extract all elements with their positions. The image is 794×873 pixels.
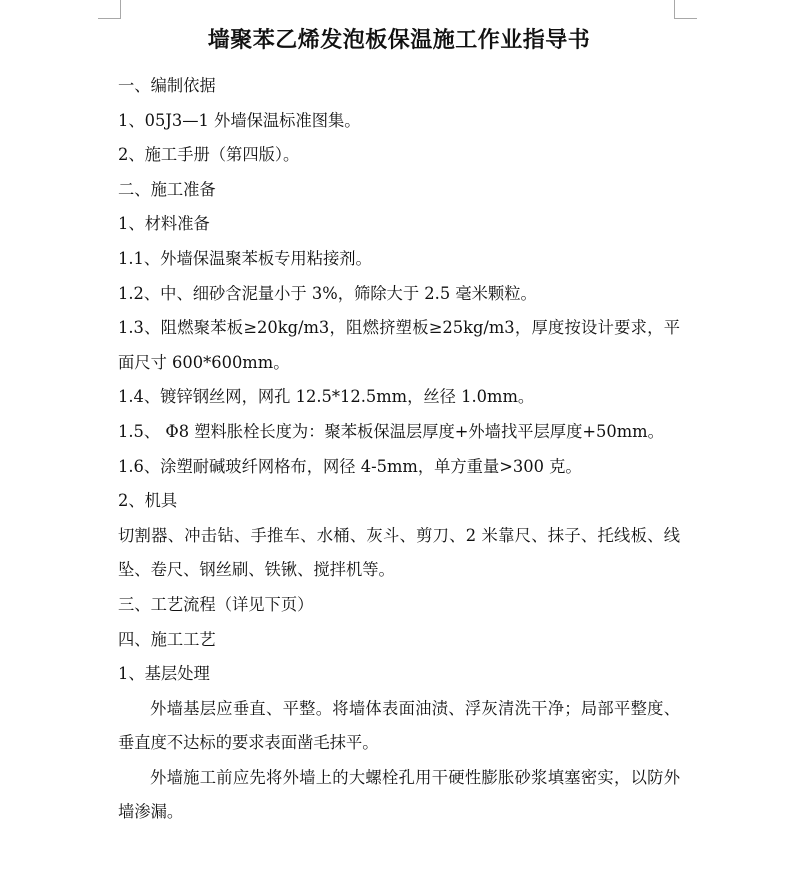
page-corner-mark-top-left <box>98 0 121 19</box>
list-item: 1.1、外墙保温聚苯板专用粘接剂。 <box>118 248 372 268</box>
page-corner-mark-top-right <box>674 0 697 19</box>
list-item: 1.6、涂塑耐碱玻纤网格布，网径 4-5mm，单方重量>300 克。 <box>118 456 582 476</box>
list-item: 1.4、镀锌钢丝网，网孔 12.5*12.5mm，丝径 1.0mm。 <box>118 387 535 407</box>
subsection-heading: 1、基层处理 <box>118 664 210 684</box>
list-item: 1.5、 Φ8 塑料胀栓长度为：聚苯板保温层厚度+外墙找平层厚度+50mm。 <box>118 421 664 441</box>
body-paragraph: 切割器、冲击钻、手推车、水桶、灰斗、剪刀、2 米靠尺、抹子、托线板、线坠、卷尺、钢丝刷、铁锹、搅拌机等。 <box>118 525 680 580</box>
section-heading: 二、施工准备 <box>118 179 216 199</box>
list-item: 1.2、中、细砂含泥量小于 3%，筛除大于 2.5 毫米颗粒。 <box>118 283 537 303</box>
section-heading: 一、编制依据 <box>118 76 216 95</box>
body-paragraph: 外墙施工前应先将外墙上的大螺栓孔用干硬性膨胀砂浆填塞密实，以防外墙渗漏。 <box>118 767 680 822</box>
list-item: 1.3、阻燃聚苯板≥20kg/m3，阻燃挤塑板≥25kg/m3，厚度按设计要求，平面尺寸 600*600mm。 <box>118 318 680 372</box>
list-item: 2、施工手册（第四版）。 <box>118 145 300 165</box>
subsection-heading: 2、机具 <box>118 491 178 511</box>
section-heading: 三、工艺流程（详见下页） <box>118 594 314 614</box>
body-paragraph: 外墙基层应垂直、平整。将墙体表面油渍、浮灰清洗干净；局部平整度、垂直度不达标的要求表面凿毛抹平。 <box>118 698 680 753</box>
subsection-heading: 1、材料准备 <box>118 214 210 234</box>
document-page <box>118 24 680 830</box>
section-heading: 四、施工工艺 <box>118 629 216 649</box>
list-item: 1、05J3—1 外墙保温标准图集。 <box>118 110 361 130</box>
document-title: 墙聚苯乙烯发泡板保温施工作业指导书 <box>207 27 591 53</box>
